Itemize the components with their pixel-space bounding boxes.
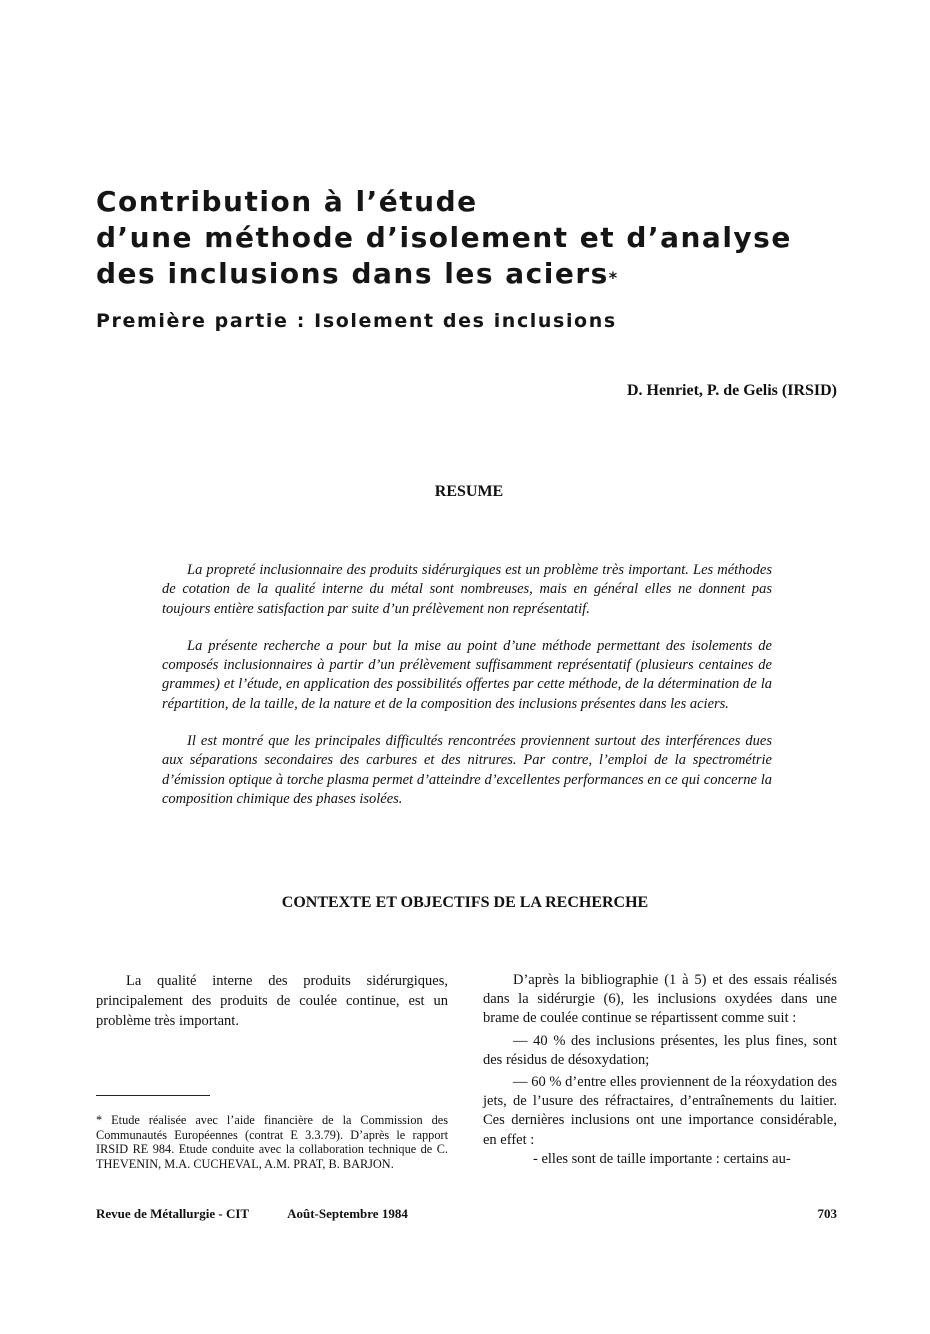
article-title-line-3-text: des inclusions dans les aciers [96,257,609,290]
right-column-intro: D’après la bibliographie (1 à 5) et des essais réalisés dans la sidérurgie (6), les inclusions oxydées dans une brame de coulée continue se répartissent comme suit : [483,972,837,1027]
abstract [162,561,772,827]
article-header [96,184,856,332]
journal-issue: Août-Septembre 1984 [287,1206,408,1221]
right-column-item-1: — 40 % des inclusions présentes, les plus fines, sont des résidus de désoxydation; [483,1032,837,1068]
title-footnote-marker: * [608,268,619,287]
left-column [96,971,448,1031]
abstract-paragraph-3: Il est montré que les principales difficultés rencontrées proviennent surtout des interférences dues aux séparations secondaires des carbures et des nitrures. Par contre, l’emploi de la spectrométrie d’émission optique à torche plasma permet d’atteindre d’excellentes performances en ce qui concerne la composition chimique des phases isolées. [162,733,772,807]
resume-heading: RESUME [434,483,504,500]
right-column-item-2: — 60 % d’entre elles proviennent de la réoxydation des jets, de l’usure des réfractaires, d’entraînements du laitier. Ces dernières inclusions ont une importance considérable, en effet : [483,1074,837,1148]
footnote-divider [96,1095,210,1096]
right-column-item-3: - elles sont de taille importante : certains au- [533,1150,791,1167]
abstract-paragraph-2: La présente recherche a pour but la mise au point d’une méthode permettant des isolements de composés inclusionnaires à partir d’un prélèvement suffisamment représentatif (plusieurs centaines de grammes) et l’étude, en application des possibilités offertes par cette méthode, de la détermination de la répartition, de la taille, de la nature et de la composition des inclusions présentes dans les aciers. [162,637,772,712]
page-footer [96,1206,408,1222]
journal-name: Revue de Métallurgie - CIT [96,1206,250,1221]
article-title-line-2: d’une méthode d’isolement et d’analyse [96,221,792,254]
section-heading: CONTEXTE ET OBJECTIFS DE LA RECHERCHE [281,894,649,911]
article-title-line-3 [96,256,856,292]
left-column-paragraph: La qualité interne des produits sidérurgiques, principalement des produits de coulée continue, est un problème très important. [96,973,448,1029]
article-subtitle: Première partie : Isolement des inclusions [96,310,617,332]
authors: D. Henriet, P. de Gelis (IRSID) [626,382,837,399]
page-number: 703 [817,1206,837,1221]
abstract-paragraph-1: La propreté inclusionnaire des produits sidérurgiques est un problème très important. Les méthodes de cotation de la qualité interne du métal sont nombreuses, mais en général elles ne donnent pas toujours entière satisfaction par suite d’un prélèvement non représentatif. [162,562,772,617]
article-title-line-1: Contribution à l’étude [96,185,478,218]
right-column [483,971,837,1169]
footnote: * Etude réalisée avec l’aide financière de la Commission des Communautés Européennes (contrat E 3.3.79). D’après le rapport IRSID RE 984. Etude conduite avec la collaboration technique de C. THEVENIN, M.A. CUCHEVAL, A.M. PRAT, B. BARJON. [96,1113,448,1171]
